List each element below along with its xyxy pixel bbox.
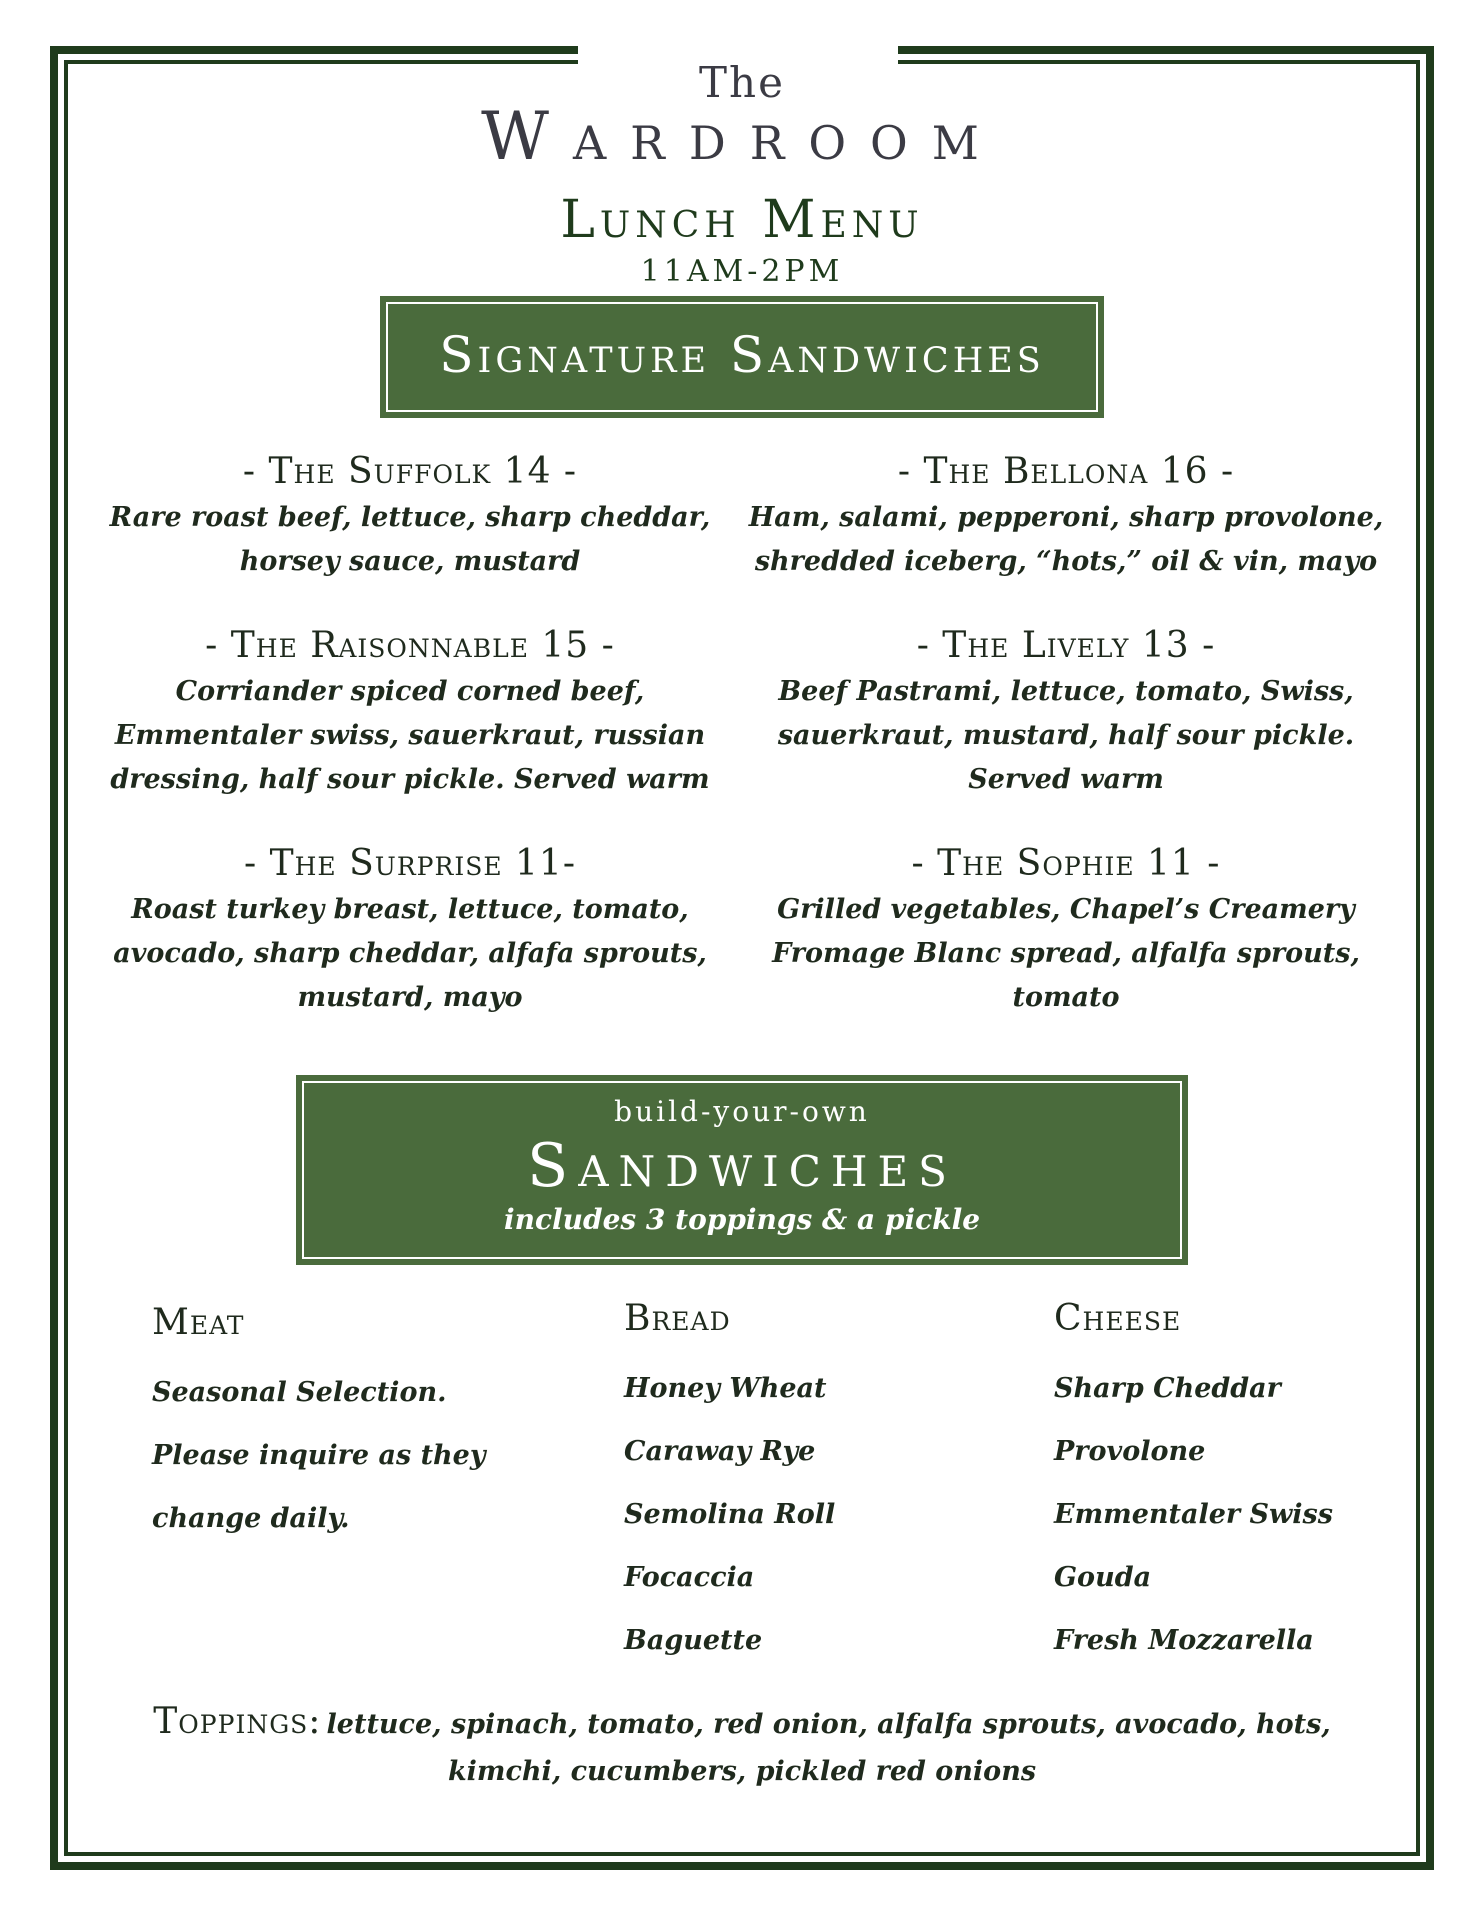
sandwich-surprise <box>90 840 730 1020</box>
cheese-item: Provolone <box>1054 1436 1206 1467</box>
menu-title: Lunch Menu <box>560 190 924 250</box>
sandwich-suffolk <box>90 448 730 584</box>
sandwich-name: - The Raisonnable 15 - <box>205 625 615 666</box>
sandwich-desc: Beef Pastrami, lettuce, tomato, Swiss, sauerkraut, mustard, half sour pickle. Served warm <box>777 676 1355 795</box>
meat-line: Please inquire as they <box>152 1440 486 1471</box>
sandwich-name: - The Suffolk 14 - <box>242 451 578 492</box>
sandwich-desc: Roast turkey breast, lettuce, tomato, avocado, sharp cheddar, alfafa sprouts, mustard, mayo <box>113 894 707 1013</box>
bread-item: Focaccia <box>624 1562 755 1593</box>
meat-line: Seasonal Selection. <box>152 1377 447 1408</box>
toppings-list: lettuce, spinach, tomato, red onion, alfalfa sprouts, avocado, hots, kimchi, cucumbers, pickled red onions <box>326 1709 1331 1787</box>
signature-sandwiches-banner <box>380 296 1104 418</box>
bread-heading: Bread <box>624 1298 731 1339</box>
sandwich-lively <box>746 622 1386 802</box>
meat-heading: Meat <box>152 1302 245 1343</box>
cheese-heading: Cheese <box>1054 1298 1182 1339</box>
cheese-item: Emmentaler Swiss <box>1054 1499 1333 1530</box>
logo-the: The <box>699 58 785 107</box>
signature-heading: Signature Sandwiches <box>439 326 1045 384</box>
byo-subheading: build-your-own <box>614 1095 870 1128</box>
sandwich-name: - The Sophie 11 - <box>911 843 1221 884</box>
sandwich-name: - The Lively 13 - <box>916 625 1216 666</box>
sandwich-name: - The Surprise 11- <box>244 843 576 884</box>
sandwich-desc: Ham, salami, pepperoni, sharp provolone, shredded iceberg, “hots,” oil & vin, mayo <box>748 502 1384 577</box>
cheese-item: Sharp Cheddar <box>1054 1373 1281 1404</box>
sandwich-desc: Grilled vegetables, Chapel’s Creamery Fromage Blanc spread, alfalfa sprouts, tomato <box>772 894 1360 1013</box>
meat-line: change daily. <box>152 1503 350 1534</box>
menu-hours: 11AM-2PM <box>640 254 844 289</box>
build-your-own-banner <box>296 1075 1188 1265</box>
toppings-section <box>150 1700 1334 1797</box>
byo-heading: Sandwiches <box>527 1131 957 1201</box>
sandwich-raisonnable <box>90 622 730 802</box>
bread-column <box>624 1298 1004 1672</box>
sandwich-name: - The Bellona 16 - <box>897 451 1235 492</box>
bread-item: Honey Wheat <box>624 1373 827 1404</box>
cheese-item: Gouda <box>1054 1562 1152 1593</box>
byo-note: includes 3 toppings & a pickle <box>503 1203 981 1236</box>
cheese-column <box>1054 1298 1414 1672</box>
cheese-item: Fresh Mozzarella <box>1054 1625 1314 1656</box>
bread-item: Caraway Rye <box>624 1436 816 1467</box>
sandwich-bellona <box>746 448 1386 584</box>
sandwich-desc: Corriander spiced corned beef, Emmentaler swiss, sauerkraut, russian dressing, half sour pickle. Served warm <box>110 676 710 795</box>
sandwich-sophie <box>746 840 1386 1020</box>
logo-wardroom: Wardroom <box>481 98 1003 175</box>
toppings-label: Toppings: <box>153 1701 322 1742</box>
bread-item: Baguette <box>624 1625 763 1656</box>
bread-item: Semolina Roll <box>624 1499 836 1530</box>
sandwich-desc: Rare roast beef, lettuce, sharp cheddar, horsey sauce, mustard <box>109 502 711 577</box>
meat-column <box>152 1302 572 1550</box>
